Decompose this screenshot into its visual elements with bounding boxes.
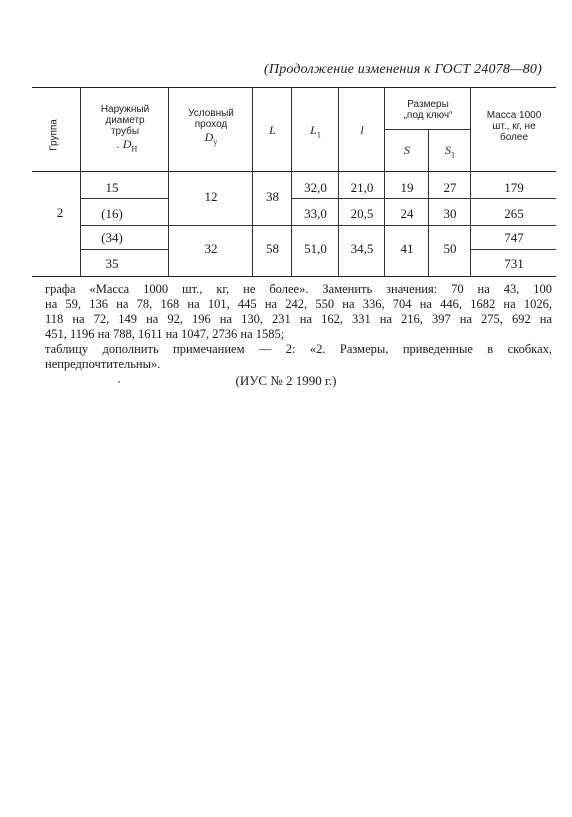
header-text: диаметр bbox=[105, 115, 145, 126]
print-speck bbox=[118, 381, 120, 383]
l-value: 34,5 bbox=[350, 241, 374, 256]
text-line: 451, 1196 на 788, 1611 на 1047, 2736 на 1585; bbox=[45, 327, 285, 341]
paragraph-mass-replacements bbox=[45, 282, 552, 372]
col-divider bbox=[252, 87, 253, 276]
header-nominal-bore-symbol bbox=[186, 130, 236, 146]
symbol: . D bbox=[116, 137, 132, 151]
header-nominal-bore bbox=[170, 108, 252, 130]
table-top-rule bbox=[32, 87, 556, 88]
outer-diameter-value: 35 bbox=[105, 256, 119, 271]
mass-value: 179 bbox=[504, 180, 524, 195]
mass-value: 747 bbox=[504, 230, 524, 245]
col-divider bbox=[470, 87, 471, 276]
row-rule bbox=[80, 225, 556, 226]
mass-value: 731 bbox=[504, 256, 524, 271]
subscript: 1 bbox=[451, 150, 455, 160]
outer-diameter-value: (34) bbox=[101, 230, 123, 245]
nominal-bore-value: 12 bbox=[204, 189, 218, 204]
subscript: у bbox=[213, 137, 218, 147]
header-text: „под ключ“ bbox=[403, 110, 453, 121]
row-rule bbox=[80, 249, 168, 250]
header-text: трубы bbox=[110, 126, 140, 137]
col-divider bbox=[428, 129, 429, 276]
symbol: L bbox=[310, 123, 317, 137]
S-value: 24 bbox=[400, 206, 414, 221]
table-bottom-rule bbox=[32, 276, 556, 277]
L-value: 58 bbox=[266, 241, 279, 256]
header-text: Масса 1000 bbox=[486, 110, 542, 121]
mass-value: 265 bbox=[504, 206, 524, 221]
L-value: 38 bbox=[266, 189, 279, 204]
S-value: 41 bbox=[400, 241, 414, 256]
col-divider bbox=[80, 87, 81, 276]
text-line: графа «Масса 1000 шт., кг, не более». Заменить значения: 70 на 43, 100 bbox=[45, 282, 552, 296]
outer-diameter-value: 15 bbox=[105, 180, 119, 195]
header-text: проход bbox=[194, 119, 228, 130]
header-outer-diameter bbox=[82, 104, 168, 137]
outer-diameter-value: (16) bbox=[101, 206, 123, 221]
header-text: Условный bbox=[188, 108, 234, 119]
symbol: D bbox=[204, 130, 214, 144]
row-rule bbox=[80, 198, 168, 199]
header-S1 bbox=[430, 143, 470, 159]
col-divider bbox=[338, 87, 339, 276]
S1-value: 27 bbox=[443, 180, 457, 195]
row-rule bbox=[470, 249, 556, 250]
header-mass bbox=[472, 110, 556, 143]
row-rule bbox=[291, 198, 556, 199]
l-value: 20,5 bbox=[350, 206, 374, 221]
header-text: Размеры bbox=[407, 99, 449, 110]
S1-value: 50 bbox=[443, 241, 457, 256]
header-text: более bbox=[499, 132, 529, 143]
header-text: Наружный bbox=[100, 104, 150, 115]
source-reference: (ИУС № 2 1990 г.) bbox=[235, 373, 337, 388]
text-line: непредпочтительны». bbox=[45, 357, 161, 371]
col-divider bbox=[384, 87, 385, 276]
L1-value: 32,0 bbox=[304, 180, 327, 195]
header-outer-diameter-symbol bbox=[102, 137, 152, 153]
nominal-bore-value: 32 bbox=[204, 241, 218, 256]
text-line: таблицу дополнить примечанием — 2: «2. Размеры, приведенные в скобках, bbox=[45, 342, 552, 356]
header-bottom-rule bbox=[32, 171, 556, 172]
continuation-header: (Продолжение изменения к ГОСТ 24078—80) bbox=[264, 62, 542, 77]
L1-value: 51,0 bbox=[304, 241, 327, 256]
S1-value: 30 bbox=[443, 206, 457, 221]
L1-value: 33,0 bbox=[304, 206, 327, 221]
S-value: 19 bbox=[400, 180, 414, 195]
header-L1 bbox=[293, 123, 338, 139]
header-L: L bbox=[269, 123, 276, 137]
group-value: 2 bbox=[56, 205, 64, 220]
header-sizes bbox=[386, 99, 470, 121]
header-S: S bbox=[404, 143, 410, 157]
text-line: на 59, 136 на 78, 168 на 101, 445 на 242, 550 на 336, 704 на 446, 1682 на 1026, bbox=[45, 297, 552, 311]
sizes-subheader-rule bbox=[384, 129, 470, 130]
header-group: Группа bbox=[48, 119, 60, 151]
subscript: Н bbox=[131, 144, 138, 154]
col-divider bbox=[168, 87, 169, 276]
symbol: S bbox=[445, 143, 451, 157]
l-value: 21,0 bbox=[350, 180, 374, 195]
subscript: 1 bbox=[316, 130, 321, 140]
col-divider bbox=[291, 87, 292, 276]
header-text: шт., кг, не bbox=[492, 121, 536, 132]
text-line: 118 на 72, 149 на 92, 196 на 130, 231 на 162, 331 на 216, 397 на 275, 692 на bbox=[45, 312, 552, 326]
header-l: l bbox=[360, 123, 364, 137]
